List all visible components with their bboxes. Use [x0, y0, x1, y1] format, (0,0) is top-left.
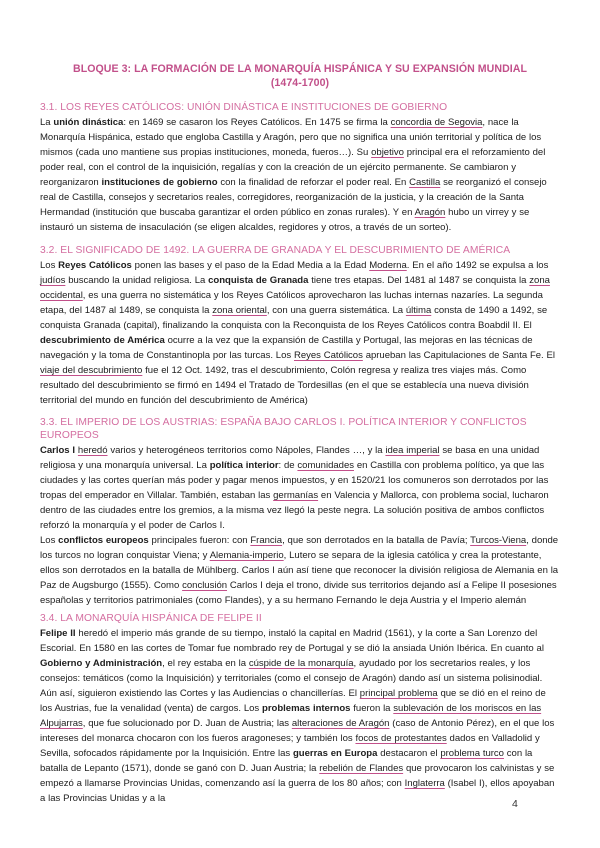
underlined-term: principal problema [359, 688, 438, 699]
text-run: varios y heterogéneos territorios como Nápoles, Flandes …, y la [107, 445, 386, 456]
underlined-term: zona oriental [212, 305, 267, 316]
text-run: principales fueron: con [148, 535, 251, 546]
text-run: , con una guerra sistemática. La [266, 305, 406, 316]
text-run: en Valencia y Mallorca, con problema social, lucharon dentro de las ciudades entre los gremios, a la misma vez llegó la peste negra. La solución positiva de ambos conflictos reforzó la monarquía y el poder de Carlos I. [40, 490, 549, 531]
underlined-term: Aragón [414, 207, 446, 218]
text-run: , nace la Monarquía Hispánica, estado que engloba Castilla y Aragón, pero que no significa una unión territorial y política de los mismos (cada uno mantiene sus propias instituciones, moneda, fueros…). Su [40, 117, 542, 158]
text-run: , es una guerra no sistemática y los Reyes Católicos aprovecharon las luchas internas nazaríes. La segunda etapa, del 1487 al 1489, se conquista la [40, 290, 543, 316]
section-paragraph [40, 443, 560, 533]
text-run: . En el año 1492 se expulsa a los [406, 260, 549, 271]
text-run: destacaron el [377, 748, 441, 759]
text-run: con la batalla de Lepanto (1571), donde se ganó con D. Juan Austria; la [40, 748, 533, 774]
text-run: principal era el reforzamiento del poder real, con el control de la inquisición, regalías y con la creación de un ejército permanente. Se cambiaron y reorganizaron [40, 147, 546, 188]
underlined-term: rebelión de Flandes [319, 763, 404, 774]
text-run: La [40, 117, 54, 128]
section-paragraph [40, 533, 560, 608]
underlined-term: viaje del descubrimiento [40, 365, 143, 376]
title-line-2: (1474-1700) [270, 77, 330, 89]
underlined-term: Reyes Católicos [293, 350, 363, 361]
underlined-term: problema turco [440, 748, 504, 759]
text-run: Los [40, 535, 59, 546]
underlined-term: objetivo [371, 147, 404, 158]
text-run: que se dió en el reino de los Austrias, fue la venalidad (venta) de cargos. Los [40, 688, 546, 714]
bold-term: instituciones de gobierno [101, 177, 218, 188]
underlined-term: conclusión [182, 580, 228, 591]
underlined-term: zona occidental [40, 275, 550, 301]
text-run: , Lutero se separa de la iglesia católica y crea la protestante, ellos son derrotados en la batalla de Mühlberg. Carlos I aún así tiene que reconocer la división religiosa de Alemania en la Paz de Augsburgo (1555). Como [40, 550, 559, 591]
text-run: , que fue solucionado por D. Juan de Austria; las [82, 718, 292, 729]
text-run: heredó el imperio más grande de su tiempo, instaló la capital en Madrid (1561), y la corte a San Lorenzo del Escorial. En 1580 en las cortes de Tomar fue nombrado rey de Portugal y se dió la ansiada Unión Ibérica. En cuanto al [40, 628, 544, 654]
bold-term: descubrimiento de América [40, 335, 165, 346]
underlined-term: Francia [250, 535, 283, 546]
page-number: 4 [512, 798, 518, 810]
text-run: dados en Valladolid y Sevilla, sofocados rápidamente por la Inquisición. Entre las [40, 733, 540, 759]
underlined-term: última [405, 305, 432, 316]
text-run: , el rey estaba en la [162, 658, 249, 669]
section-heading: 3.1. LOS REYES CATÓLICOS: UNIÓN DINÁSTICA E INSTITUCIONES DE GOBIERNO [40, 102, 448, 113]
underlined-term: Moderna [369, 260, 407, 271]
bold-term: problemas internos [262, 703, 351, 714]
text-run: : en 1469 se casaron los Reyes Católicos. En 1475 se firma la [123, 117, 391, 128]
text-run: tiene tres etapas. Del 1481 al 1487 se conquista la [308, 275, 530, 286]
text-run: que provocaron los calvinistas y se empezó a llamarse Provincias Unidas, comenzando así la guerra de los 80 años; con [40, 763, 555, 789]
text-run: (caso de Antonio Pérez), en el que los intereses del monarca chocaron con los fueros aragoneses; y también los [40, 718, 555, 744]
bold-term: Felipe II [40, 628, 76, 639]
underlined-term: alteraciones de Aragón [291, 718, 390, 729]
underlined-term: focos de protestantes [355, 733, 447, 744]
bold-term: conflictos europeos [58, 535, 149, 546]
text-run: con la finalidad de reforzar el poder real. En [217, 177, 410, 188]
text-run: , que son derrotados en la batalla de Pavía; [282, 535, 471, 546]
underlined-term: Inglaterra [404, 778, 445, 789]
bold-term: Gobierno y Administración [40, 658, 163, 669]
underlined-term: heredó [77, 445, 108, 456]
section-paragraph [40, 626, 560, 806]
text-run: ocurre a la vez que la expansión de Castilla y Portugal, las mejoras en las técnicas de navegación y la toma de Constantinopla por las turcas. Los [40, 335, 533, 361]
text-run: en Castilla con problema político, ya que las ciudades y las cortes querían más poder y pagar menos impuestos, y en 1520/21 los comuneros son derrotados por las tropas del emperador en Villalar. También, estaban las [40, 460, 549, 501]
underlined-term: Turcos-Viena [470, 535, 527, 546]
section-paragraph [40, 258, 560, 408]
section-carlos-i [40, 416, 560, 608]
text-run: se reorganizó el consejo real de Castilla, consejos y secretarios reales, corregidores, reorganización de la justicia, y la creación de la Santa Hermandad (institución que buscaba garantizar el orden público en zonas rurales). Y en [40, 177, 547, 218]
text-run: : de [278, 460, 298, 471]
text-run: , ayudado por los secretarios reales, y los consejos: temáticos (como la Inquisición) y territoriales (como el consejo de Aragón) dando así un sistema polisinodial. Aún así, siguieron existiendo las Cortes y las Audiencias o chancillerías. El [40, 658, 543, 699]
section-heading: 3.3. EL IMPERIO DE LOS AUSTRIAS: ESPAÑA BAJO CARLOS I. POLÍTICA INTERIOR Y CONFLICTOS EUROPEOS [40, 417, 527, 441]
bold-term: Carlos I [40, 445, 76, 456]
section-paragraph [40, 115, 560, 235]
text-run: fue el 12 Oct. 1492, tras el descubrimiento, Colón regresa y realiza tres viajes más. Como resultado del descubrimiento se firmó en 1494 el Tratado de Tordesillas (en el que se establecía una nueva división territorial del mundo en función del descubrimiento de América) [40, 365, 529, 406]
underlined-term: cúspide de la monarquía [248, 658, 354, 669]
bold-term: conquista de Granada [208, 275, 309, 286]
text-run: , donde los turcos no logran conquistar Viena; y [40, 535, 559, 561]
text-run: buscando la unidad religiosa. La [65, 275, 209, 286]
title-line-1: BLOQUE 3: LA FORMACIÓN DE LA MONARQUÍA HISPÁNICA Y SU EXPANSIÓN MUNDIAL [73, 63, 527, 75]
text-run: se basa en una unidad religiosa y una monarquía universal. La [40, 445, 540, 471]
text-run: ponen las bases y el paso de la Edad Media a la Edad [131, 260, 370, 271]
underlined-term: concordia de Segovia [390, 117, 483, 128]
section-1492 [40, 244, 560, 408]
text-run: fueron la [350, 703, 394, 714]
text-run: (Isabel I), ellos apoyaban a las Provincias Unidas y a la [40, 778, 555, 804]
underlined-term: Alemania-imperio [209, 550, 284, 561]
text-run: Carlos I deja el trono, divide sus territorios dejando así a Felipe II posesiones españolas y territorios patrimoniales (como Flandes), y a su hermano Fernando le deja Austria y el Imperio alemán [40, 580, 557, 606]
section-heading: 3.4. LA MONARQUÍA HISPÁNICA DE FELIPE II [40, 613, 262, 624]
section-felipe-ii [40, 612, 560, 806]
section-heading: 3.2. EL SIGNIFICADO DE 1492. LA GUERRA DE GRANADA Y EL DESCUBRIMIENTO DE AMÉRICA [40, 245, 511, 256]
underlined-term: sublevación de los moriscos en las Alpujarras [40, 703, 542, 729]
underlined-term: judíos [40, 275, 66, 286]
section-reyes-catolicos [40, 101, 560, 235]
bold-term: política interior [209, 460, 279, 471]
underlined-term: comunidades [297, 460, 354, 471]
underlined-term: idea imperial [385, 445, 440, 456]
bold-term: guerras en Europa [292, 748, 378, 759]
text-run: Los [40, 260, 59, 271]
underlined-term: Castilla [409, 177, 441, 188]
text-run: consta de 1490 a 1492, se conquista Granada (capital), finalizando la conquista con la Reconquista de los Reyes Católicos contra Boabdil II. El [40, 305, 548, 331]
underlined-term: germanías [273, 490, 319, 501]
text-run: hubo un virrey y se instauró un sistema de insaculación (se eligen alcaldes, regidores y otros, a través de un sorteo). [40, 207, 530, 233]
bold-term: unión dinástica [53, 117, 124, 128]
text-run: aprueban las Capitulaciones de Santa Fe. El [362, 350, 555, 361]
bold-term: Reyes Católicos [58, 260, 132, 271]
document-title [40, 62, 560, 90]
